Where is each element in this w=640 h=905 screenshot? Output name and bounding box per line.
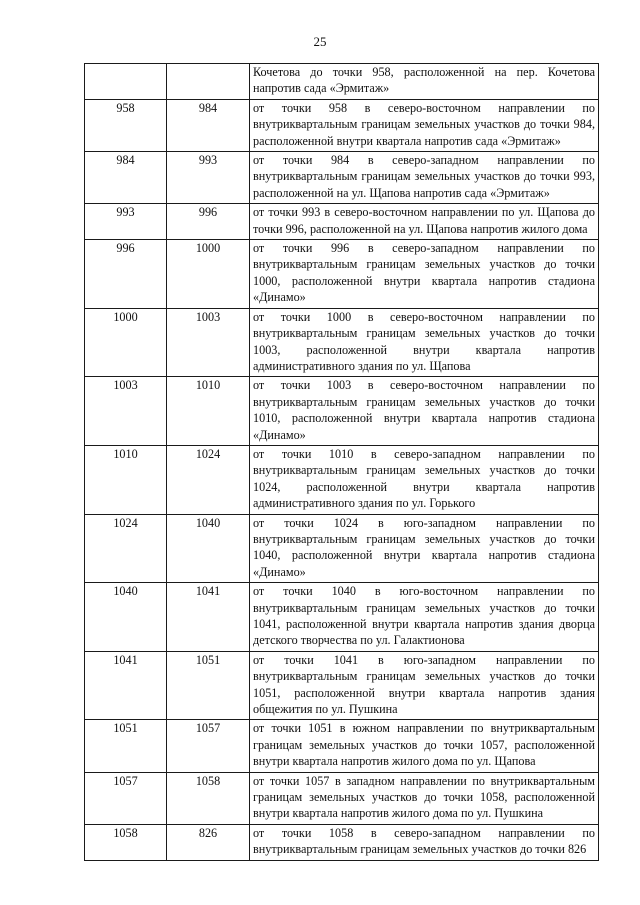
to-point-cell: 1040 (167, 514, 250, 583)
table-row (85, 308, 599, 377)
description-cell: от точки 1003 в северо-восточном направлении по внутриквартальным границам земельных участков до точки 1010, расположенной внутри квартала напротив стадиона «Динамо» (250, 377, 599, 446)
table-row (85, 772, 599, 824)
from-point-cell: 1040 (85, 583, 167, 652)
description-cell: Кочетова до точки 958, расположенной на пер. Кочетова напротив сада «Эрмитаж» (250, 64, 599, 100)
from-point-cell: 958 (85, 99, 167, 151)
table-row (85, 64, 599, 100)
description-cell: от точки 993 в северо-восточном направлении по ул. Щапова до точки 996, расположенной на ул. Щапова напротив жилого дома (250, 204, 599, 240)
page-number: 25 (313, 34, 327, 49)
table-row (85, 99, 599, 151)
table-row (85, 514, 599, 583)
from-point-cell: 1058 (85, 824, 167, 860)
table-row (85, 651, 599, 720)
to-point-cell: 1058 (167, 772, 250, 824)
description-cell: от точки 1010 в северо-западном направлении по внутриквартальным границам земельных участков до точки 1024, расположенной внутри квартала напротив административного здания по ул. Горького (250, 445, 599, 514)
table-row (85, 583, 599, 652)
description-cell: от точки 1040 в юго-восточном направлении по внутриквартальным границам земельных участков до точки 1041, расположенной внутри квартала напротив здания дворца детского творчества по ул. Галактионова (250, 583, 599, 652)
to-point-cell: 1000 (167, 240, 250, 309)
from-point-cell: 996 (85, 240, 167, 309)
boundary-table (84, 63, 599, 861)
from-point-cell: 1003 (85, 377, 167, 446)
to-point-cell: 826 (167, 824, 250, 860)
table-row (85, 824, 599, 860)
description-cell: от точки 1057 в западном направлении по внутриквартальным границам земельных участков до точки 1058, расположенной внутри квартала напротив жилого дома по ул. Пушкина (250, 772, 599, 824)
table-row (85, 240, 599, 309)
description-cell: от точки 984 в северо-западном направлении по внутриквартальным границам земельных участков до точки 993, расположенной на ул. Щапова напротив сада «Эрмитаж» (250, 152, 599, 204)
from-point-cell: 984 (85, 152, 167, 204)
to-point-cell: 1051 (167, 651, 250, 720)
table-row (85, 445, 599, 514)
from-point-cell (85, 64, 167, 100)
from-point-cell: 1000 (85, 308, 167, 377)
description-cell: от точки 1051 в южном направлении по внутриквартальным границам земельных участков до точки 1057, расположенной внутри квартала напротив жилого дома по ул. Щапова (250, 720, 599, 772)
description-cell: от точки 958 в северо-восточном направлении по внутриквартальным границам земельных участков до точки 984, расположенной внутри квартала напротив сада «Эрмитаж» (250, 99, 599, 151)
from-point-cell: 993 (85, 204, 167, 240)
to-point-cell: 1010 (167, 377, 250, 446)
table-row (85, 152, 599, 204)
description-cell: от точки 996 в северо-западном направлении по внутриквартальным границам земельных участков до точки 1000, расположенной внутри квартала напротив стадиона «Динамо» (250, 240, 599, 309)
to-point-cell: 1003 (167, 308, 250, 377)
from-point-cell: 1041 (85, 651, 167, 720)
from-point-cell: 1010 (85, 445, 167, 514)
boundary-table-body (85, 64, 599, 861)
table-row (85, 204, 599, 240)
to-point-cell (167, 64, 250, 100)
to-point-cell: 1041 (167, 583, 250, 652)
description-cell: от точки 1000 в северо-восточном направлении по внутриквартальным границам земельных участков до точки 1003, расположенной внутри квартала напротив административного здания по ул. Щапова (250, 308, 599, 377)
to-point-cell: 984 (167, 99, 250, 151)
description-cell: от точки 1058 в северо-западном направлении по внутриквартальным границам земельных участков до точки 826 (250, 824, 599, 860)
from-point-cell: 1051 (85, 720, 167, 772)
to-point-cell: 1024 (167, 445, 250, 514)
to-point-cell: 996 (167, 204, 250, 240)
to-point-cell: 993 (167, 152, 250, 204)
from-point-cell: 1057 (85, 772, 167, 824)
description-cell: от точки 1041 в юго-западном направлении по внутриквартальным границам земельных участков до точки 1051, расположенной внутри квартала напротив здания общежития по ул. Пушкина (250, 651, 599, 720)
description-cell: от точки 1024 в юго-западном направлении по внутриквартальным границам земельных участков до точки 1040, расположенной внутри квартала напротив стадиона «Динамо» (250, 514, 599, 583)
table-row (85, 720, 599, 772)
from-point-cell: 1024 (85, 514, 167, 583)
to-point-cell: 1057 (167, 720, 250, 772)
table-row (85, 377, 599, 446)
